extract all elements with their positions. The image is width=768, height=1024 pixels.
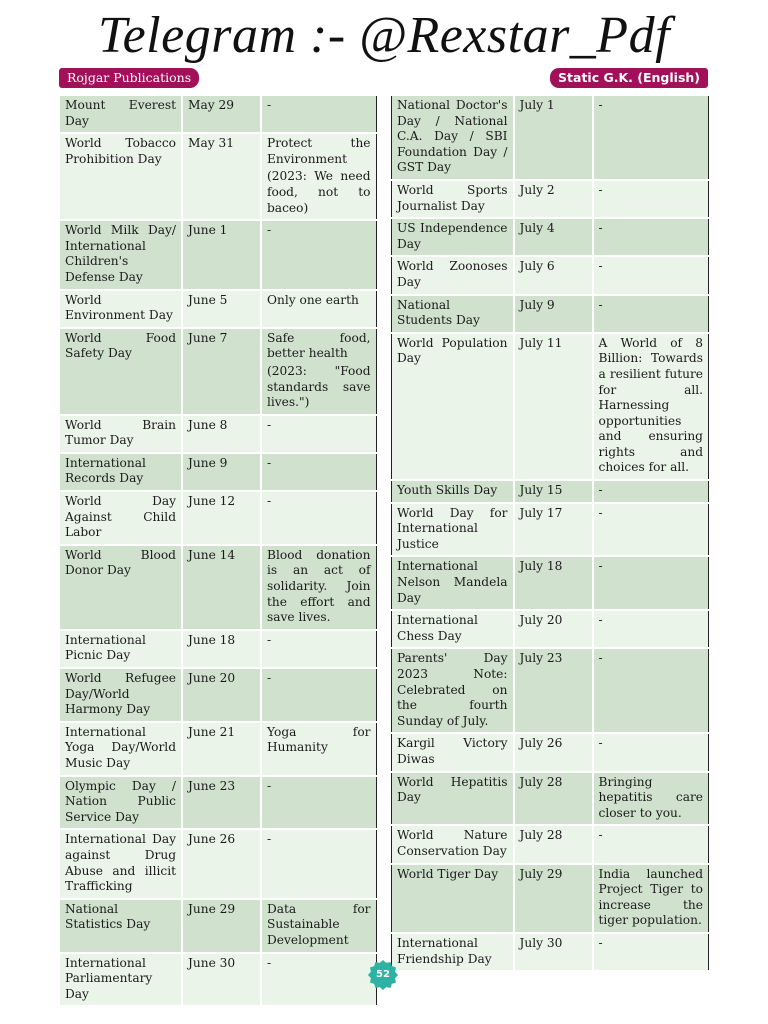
theme-line: Only one earth: [267, 292, 359, 307]
table-row: [392, 648, 709, 733]
day-theme: [593, 256, 709, 294]
day-name: World Day Against Child Labor: [60, 491, 182, 545]
table-row: [392, 733, 709, 771]
day-date: June 18: [182, 630, 261, 668]
day-date: June 29: [182, 899, 261, 953]
day-theme: [593, 218, 709, 256]
day-theme: [593, 180, 709, 218]
day-theme: [593, 648, 709, 733]
day-name: National Students Day: [392, 295, 514, 333]
day-date: June 14: [182, 545, 261, 630]
day-name: US Independence Day: [392, 218, 514, 256]
day-date: June 21: [182, 722, 261, 776]
day-name: International Records Day: [60, 453, 182, 491]
day-theme: [261, 630, 376, 668]
table-row: [392, 825, 709, 863]
day-theme: [593, 96, 709, 180]
section-tag: Static G.K. (English): [550, 68, 708, 88]
theme-line: -: [598, 651, 603, 666]
day-name: World Blood Donor Day: [60, 545, 182, 630]
day-name: Parents' Day 2023 Note: Celebrated on the fourth Sunday of July.: [392, 648, 514, 733]
day-theme: [261, 668, 376, 722]
theme-line: -: [598, 613, 603, 628]
theme-line: -: [267, 671, 272, 685]
theme-line: -: [598, 98, 603, 112]
table-row: [60, 453, 376, 491]
day-name: National Statistics Day: [60, 899, 182, 953]
day-date: June 20: [182, 668, 261, 722]
day-name: International Friendship Day: [392, 933, 514, 971]
theme-line: -: [267, 98, 272, 112]
table-row: [60, 899, 376, 953]
day-name: World Hepatitis Day: [392, 772, 514, 826]
theme-line: -: [598, 483, 603, 498]
day-theme: [593, 333, 709, 480]
theme-line: -: [267, 223, 272, 238]
day-name: World Sports Journalist Day: [392, 180, 514, 218]
day-name: World Tiger Day: [392, 864, 514, 933]
day-name: National Doctor's Day / National C.A. Day / SBI Foundation Day / GST Day: [392, 96, 514, 180]
theme-line: Safe food, better health: [267, 330, 371, 361]
day-date: July 6: [514, 256, 593, 294]
day-date: May 31: [182, 133, 261, 220]
day-theme: [593, 503, 709, 557]
day-theme: [593, 933, 709, 971]
table-row: [60, 290, 376, 328]
day-name: International Day against Drug Abuse and illicit Trafficking: [60, 829, 182, 898]
day-theme: [593, 825, 709, 863]
table-row: [60, 328, 376, 415]
day-date: May 29: [182, 96, 261, 133]
day-date: June 23: [182, 776, 261, 830]
day-date: July 4: [514, 218, 593, 256]
table-row: [60, 953, 376, 1007]
day-date: July 17: [514, 503, 593, 557]
day-date: June 26: [182, 829, 261, 898]
table-row: [392, 480, 709, 503]
table-row: [60, 96, 376, 133]
telegram-banner: Telegram :- @Rexstar_Pdf: [97, 7, 671, 64]
day-name: International Nelson Mandela Day: [392, 556, 514, 610]
day-date: June 5: [182, 290, 261, 328]
table-row: [60, 545, 376, 630]
theme-line: Protect the Environment: [267, 136, 371, 166]
table-row: [392, 503, 709, 557]
table-row: [392, 218, 709, 256]
table-row: [60, 133, 376, 220]
theme-line: India launched Project Tiger to increase the tiger population.: [598, 866, 703, 928]
day-name: World Population Day: [392, 333, 514, 480]
table-row: [392, 556, 709, 610]
day-theme: [261, 328, 376, 415]
table-row: [392, 180, 709, 218]
day-theme: [261, 899, 376, 953]
theme-line: Bringing hepatitis care closer to you.: [598, 774, 703, 820]
day-name: International Parliamentary Day: [60, 953, 182, 1007]
day-name: World Food Safety Day: [60, 328, 182, 415]
theme-line: Yoga for Humanity: [267, 724, 371, 755]
day-name: Youth Skills Day: [392, 480, 514, 503]
table-row: [392, 256, 709, 294]
day-date: June 7: [182, 328, 261, 415]
day-date: June 30: [182, 953, 261, 1007]
day-theme: [261, 953, 376, 1007]
day-name: International Picnic Day: [60, 630, 182, 668]
day-date: July 15: [514, 480, 593, 503]
day-theme: [261, 491, 376, 545]
theme-line: -: [598, 828, 603, 843]
day-theme: [261, 722, 376, 776]
theme-line: -: [267, 832, 272, 847]
day-date: July 18: [514, 556, 593, 610]
table-row: [60, 491, 376, 545]
day-theme: [261, 290, 376, 328]
day-theme: [593, 733, 709, 771]
day-name: World Day for International Justice: [392, 503, 514, 557]
day-theme: [261, 415, 376, 453]
day-theme: [593, 610, 709, 648]
day-theme: [261, 829, 376, 898]
day-theme: [261, 453, 376, 491]
table-row: [60, 220, 376, 289]
day-theme: [261, 776, 376, 830]
table-row: [60, 829, 376, 898]
day-name: World Zoonoses Day: [392, 256, 514, 294]
day-date: July 1: [514, 96, 593, 180]
table-row: [60, 415, 376, 453]
day-date: July 30: [514, 933, 593, 971]
table-row: [60, 776, 376, 830]
day-name: World Nature Conservation Day: [392, 825, 514, 863]
day-date: July 20: [514, 610, 593, 648]
theme-line: -: [598, 182, 603, 197]
page-number: 52: [376, 969, 390, 980]
theme-line: -: [598, 505, 603, 520]
day-name: World Milk Day/ International Children's Defense Day: [60, 220, 182, 289]
day-theme: [593, 480, 709, 503]
table-row: [392, 864, 709, 933]
theme-line: -: [598, 559, 603, 574]
table-row: [392, 295, 709, 333]
day-theme: [593, 772, 709, 826]
theme-line: -: [267, 955, 272, 970]
theme-line: Blood donation is an act of solidarity. Join the effort and save lives.: [267, 547, 371, 625]
table-row: [60, 668, 376, 722]
day-name: Olympic Day / Nation Public Service Day: [60, 776, 182, 830]
theme-line: -: [598, 736, 603, 751]
day-date: July 9: [514, 295, 593, 333]
table-row: [392, 610, 709, 648]
table-row: [392, 333, 709, 480]
theme-line: Data for Sustainable Development: [267, 901, 371, 947]
day-theme: [261, 96, 376, 133]
day-name: International Chess Day: [392, 610, 514, 648]
theme-line: -: [598, 297, 603, 312]
day-theme: [593, 864, 709, 933]
theme-line: -: [267, 778, 272, 793]
day-date: June 1: [182, 220, 261, 289]
day-date: June 12: [182, 491, 261, 545]
day-name: Kargil Victory Diwas: [392, 733, 514, 771]
theme-line: -: [267, 494, 272, 509]
theme-line: -: [598, 221, 603, 236]
day-name: International Yoga Day/World Music Day: [60, 722, 182, 776]
day-date: July 11: [514, 333, 593, 480]
table-row: [60, 722, 376, 776]
theme-line: -: [267, 417, 272, 432]
day-date: July 23: [514, 648, 593, 733]
day-theme: [261, 133, 376, 220]
day-date: July 28: [514, 772, 593, 826]
days-table-right: [391, 96, 709, 972]
day-date: June 9: [182, 453, 261, 491]
day-theme: [593, 556, 709, 610]
day-name: World Brain Tumor Day: [60, 415, 182, 453]
day-date: July 2: [514, 180, 593, 218]
table-row: [392, 96, 709, 180]
theme-line: -: [267, 455, 272, 470]
table-row: [60, 630, 376, 668]
table-row: [392, 933, 709, 971]
table-row: [392, 772, 709, 826]
day-name: World Refugee Day/World Harmony Day: [60, 668, 182, 722]
day-date: July 26: [514, 733, 593, 771]
day-date: June 8: [182, 415, 261, 453]
day-name: Mount Everest Day: [60, 96, 182, 133]
page-number-badge: [368, 960, 398, 990]
theme-line: -: [598, 935, 603, 950]
theme-line: -: [598, 259, 603, 274]
theme-line: A World of 8 Billion: Towards a resilient future for all. Harnessing opportunities and ensuring rights and choices for all.: [598, 335, 703, 475]
theme-line: -: [267, 632, 272, 647]
day-date: July 29: [514, 864, 593, 933]
day-name: World Environment Day: [60, 290, 182, 328]
publisher-tag: Rojgar Publications: [59, 68, 199, 88]
day-theme: [593, 295, 709, 333]
theme-line: (2023: "Food standards save lives."): [267, 363, 371, 410]
day-date: July 28: [514, 825, 593, 863]
theme-line: (2023: We need food, not to baceo): [267, 169, 371, 215]
day-theme: [261, 220, 376, 289]
day-name: World Tobacco Prohibition Day: [60, 133, 182, 220]
days-table-left: [60, 96, 377, 1007]
day-theme: [261, 545, 376, 630]
